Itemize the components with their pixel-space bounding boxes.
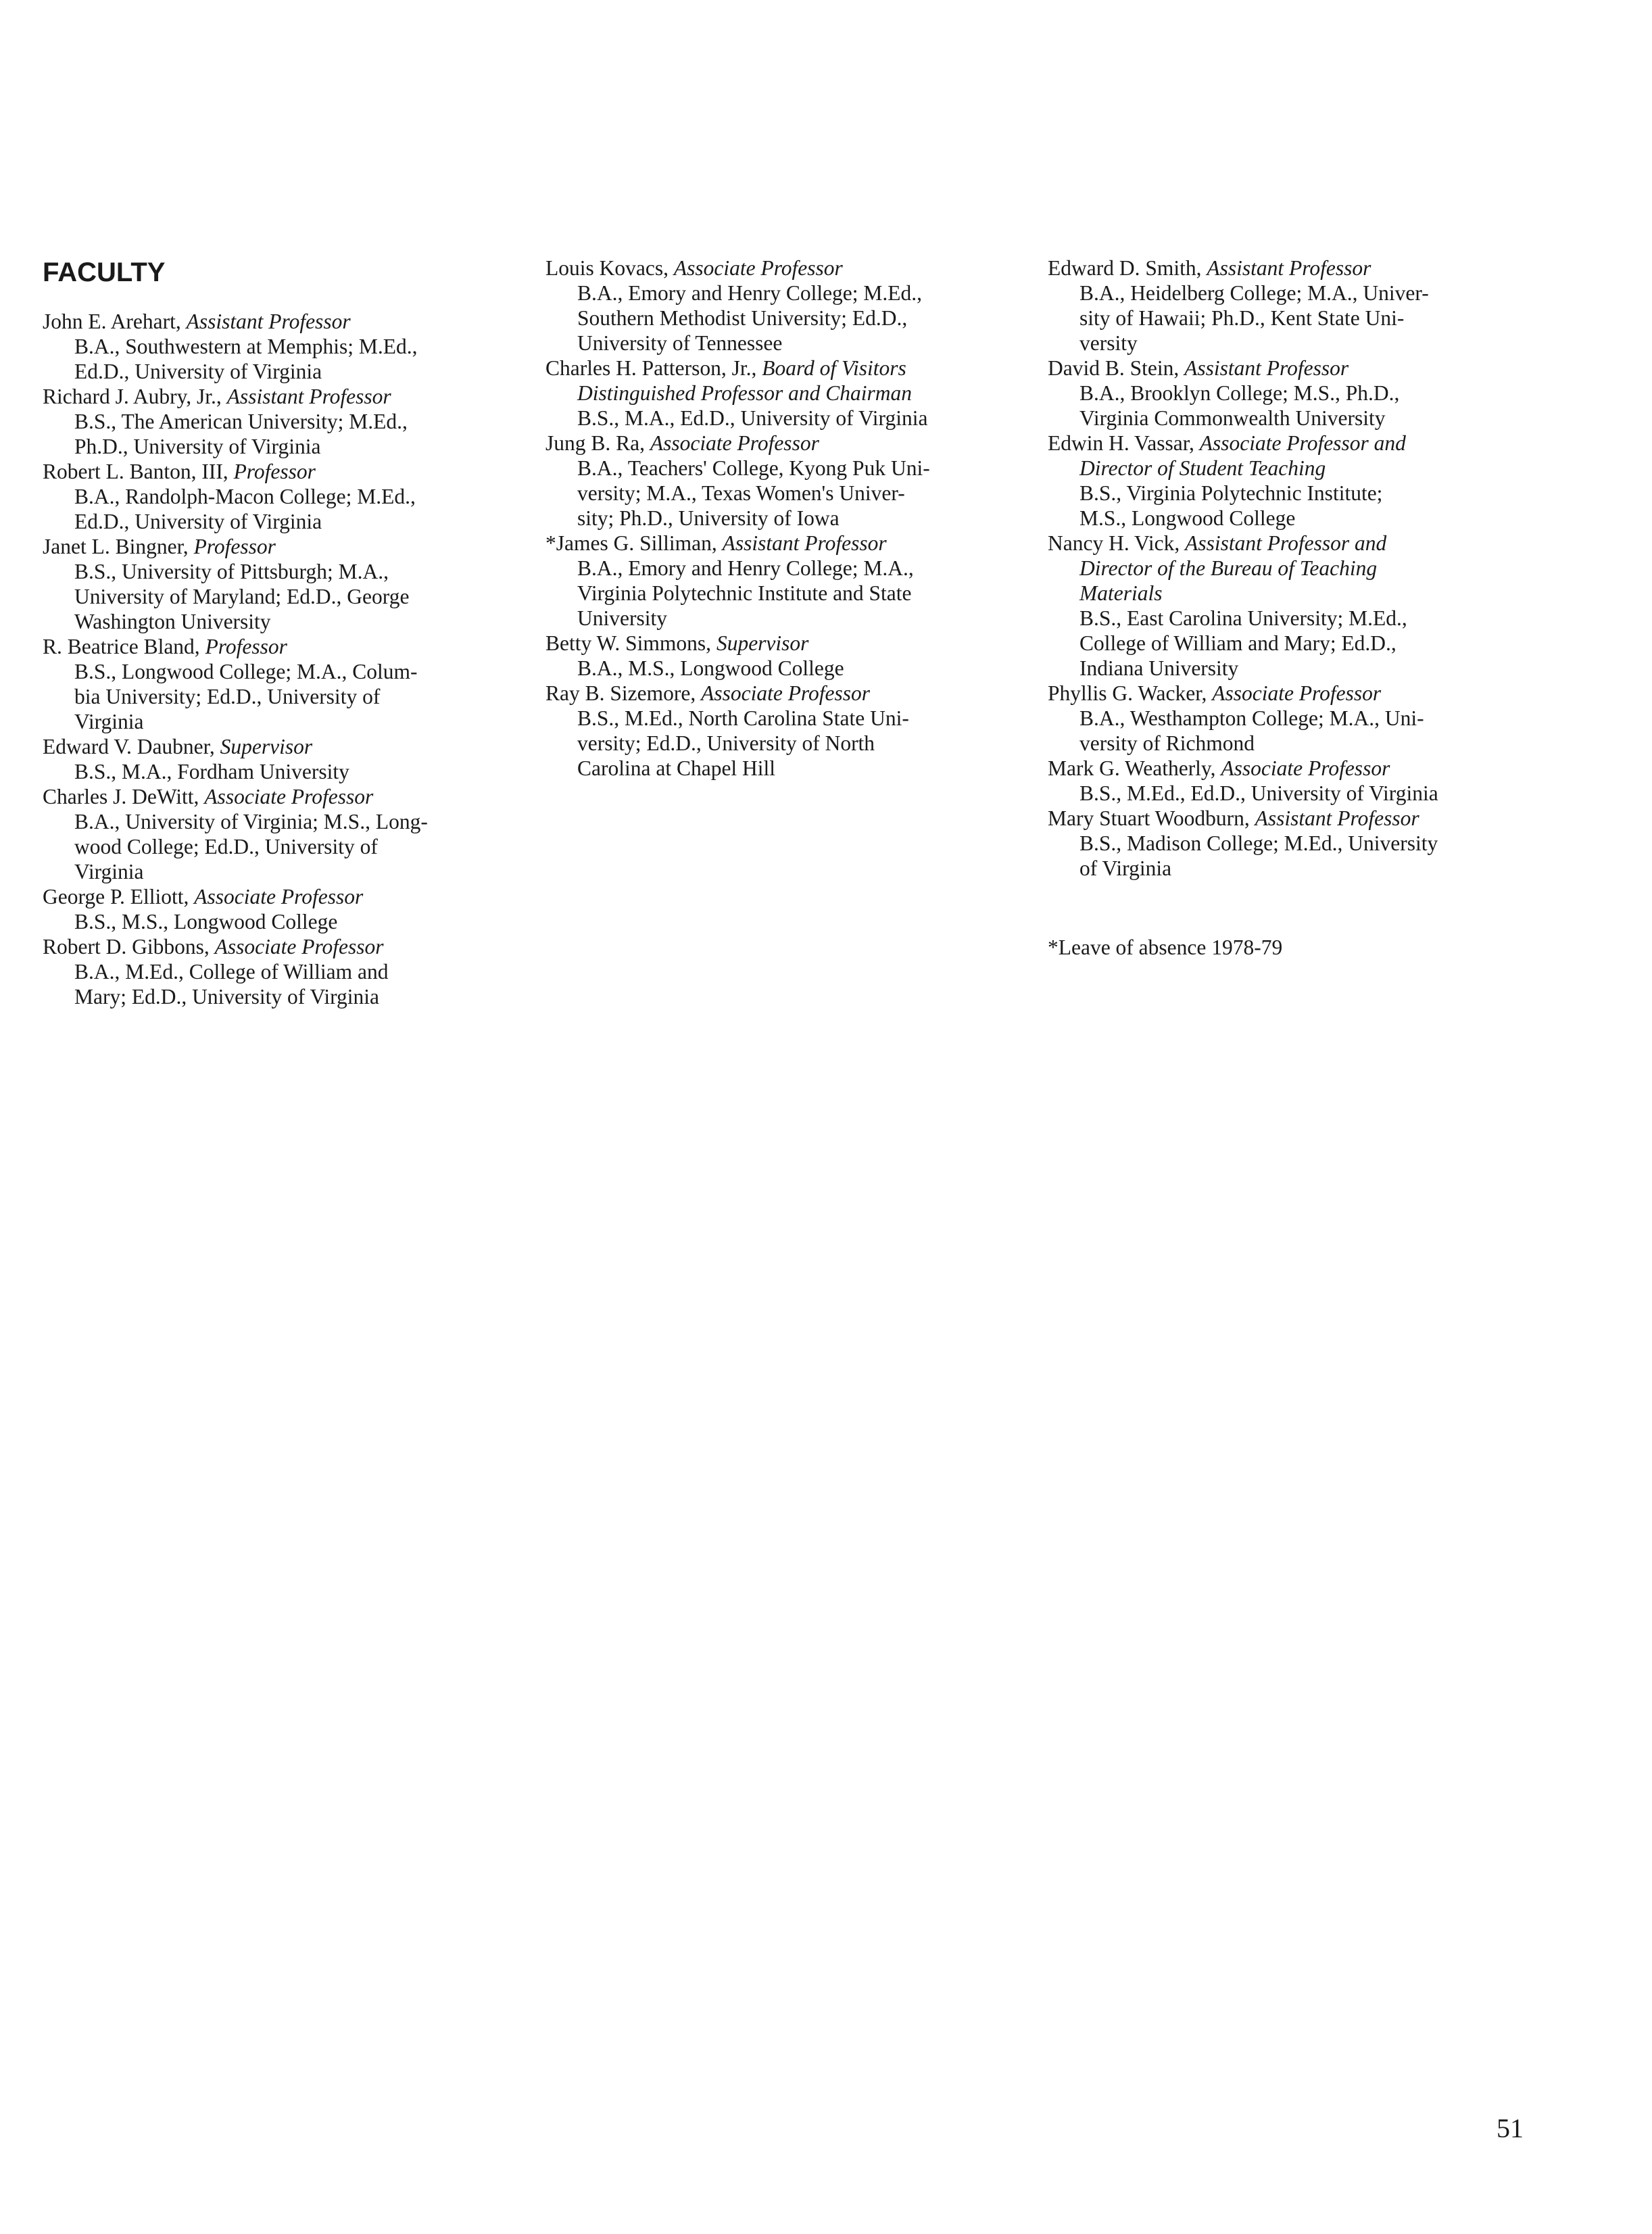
faculty-name: Phyllis G. Wacker, <box>1048 681 1207 705</box>
faculty-degrees: B.A., Southwestern at Memphis; M.Ed., Ed.D., University of Virginia <box>74 335 418 383</box>
faculty-name-line <box>1048 531 1521 556</box>
faculty-name-line <box>545 531 1019 556</box>
faculty-title: Assistant Professor <box>1207 256 1371 280</box>
faculty-title: Associate Professor <box>673 256 843 280</box>
faculty-column-3 <box>1048 256 1521 960</box>
faculty-entry <box>545 356 1019 431</box>
faculty-degrees: B.S., Longwood College; M.A., Colum- bia University; Ed.D., University of Virginia <box>74 660 418 733</box>
faculty-degrees: B.S., The American University; M.Ed., Ph.D., University of Virginia <box>74 410 408 458</box>
faculty-degrees: B.S., East Carolina University; M.Ed., College of William and Mary; Ed.D., Indiana University <box>1079 606 1407 680</box>
faculty-entry <box>545 531 1019 631</box>
faculty-title: Supervisor <box>716 631 809 655</box>
faculty-name-line <box>1048 256 1521 281</box>
faculty-degrees: B.A., M.Ed., College of William and Mary; Ed.D., University of Virginia <box>74 960 389 1009</box>
faculty-name-line <box>545 631 1019 656</box>
faculty-degrees: B.S., M.A., Ed.D., University of Virginia <box>577 406 928 430</box>
faculty-title: Assistant Professor <box>1255 806 1419 830</box>
faculty-entry <box>43 309 482 384</box>
faculty-name: Betty W. Simmons, <box>545 631 712 655</box>
faculty-name: David B. Stein, <box>1048 356 1180 380</box>
faculty-title: Assistant Professor <box>226 385 391 408</box>
faculty-name: Nancy H. Vick, <box>1048 531 1180 555</box>
faculty-name: Charles J. DeWitt, <box>43 785 199 808</box>
faculty-name-line <box>545 681 1019 706</box>
faculty-degrees: B.S., M.A., Fordham University <box>74 760 349 783</box>
faculty-degrees: B.A., Heidelberg College; M.A., Univer- sity of Hawaii; Ph.D., Kent State Uni- versity <box>1079 281 1429 355</box>
faculty-degrees: B.A., Randolph-Macon College; M.Ed., Ed.D., University of Virginia <box>74 485 416 533</box>
faculty-title: Associate Professor <box>1212 681 1382 705</box>
faculty-title: Professor <box>205 635 287 658</box>
faculty-column-2 <box>545 256 1019 781</box>
faculty-entry <box>1048 256 1521 356</box>
faculty-name-line <box>43 934 482 959</box>
faculty-degrees: B.S., Virginia Polytechnic Institute; M.S., Longwood College <box>1079 481 1383 530</box>
faculty-entry <box>43 734 482 784</box>
faculty-name: Edwin H. Vassar, <box>1048 431 1194 455</box>
faculty-name: Jung B. Ra, <box>545 431 646 455</box>
faculty-degrees: B.A., Teachers' College, Kyong Puk Uni- versity; M.A., Texas Women's Univer- sity; Ph.D., University of Iowa <box>577 456 930 530</box>
faculty-column-1 <box>43 256 482 1009</box>
faculty-name-line <box>43 459 482 484</box>
faculty-name-line <box>43 634 482 659</box>
faculty-title: Supervisor <box>220 735 313 758</box>
faculty-name-line <box>1048 681 1521 706</box>
faculty-entry <box>1048 681 1521 756</box>
faculty-degrees: B.S., M.Ed., Ed.D., University of Virginia <box>1079 781 1438 805</box>
faculty-entry <box>1048 531 1521 681</box>
page-number: 51 <box>1497 2113 1524 2143</box>
faculty-entry <box>545 256 1019 356</box>
faculty-name-line <box>545 356 1019 381</box>
faculty-name: Janet L. Bingner, <box>43 535 189 558</box>
faculty-name-line <box>43 384 482 409</box>
faculty-degrees: B.A., Westhampton College; M.A., Uni- versity of Richmond <box>1079 706 1424 755</box>
faculty-title: Assistant Professor <box>186 310 351 333</box>
faculty-title: Associate Professor <box>204 785 374 808</box>
faculty-title: Associate Professor <box>194 885 364 908</box>
faculty-name-line <box>1048 356 1521 381</box>
faculty-title: Assistant Professor <box>722 531 887 555</box>
faculty-title: Associate Professor <box>1221 756 1390 780</box>
faculty-entry <box>1048 431 1521 531</box>
faculty-name: Edward D. Smith, <box>1048 256 1202 280</box>
faculty-name: Mary Stuart Woodburn, <box>1048 806 1250 830</box>
faculty-degrees: B.S., M.Ed., North Carolina State Uni- versity; Ed.D., University of North Carolina at Chapel Hill <box>577 706 909 780</box>
faculty-title: Board of Visitors <box>762 356 906 380</box>
faculty-degrees: B.A., Emory and Henry College; M.Ed., Southern Methodist University; Ed.D., University of Tennessee <box>577 281 923 355</box>
faculty-title: Associate Professor <box>214 935 384 958</box>
faculty-name-line <box>545 431 1019 456</box>
faculty-degrees: B.S., M.S., Longwood College <box>74 910 338 933</box>
faculty-name: John E. Arehart, <box>43 310 181 333</box>
faculty-name: Robert L. Banton, III, <box>43 460 228 483</box>
faculty-name-line <box>1048 431 1521 456</box>
faculty-entry <box>1048 806 1521 881</box>
faculty-name: Ray B. Sizemore, <box>545 681 696 705</box>
faculty-name-line <box>43 534 482 559</box>
section-heading: FACULTY <box>43 258 166 287</box>
faculty-entry <box>1048 756 1521 806</box>
faculty-degrees: B.S., University of Pittsburgh; M.A., University of Maryland; Ed.D., George Washington University <box>74 560 410 633</box>
faculty-entry <box>545 631 1019 681</box>
faculty-title: Associate Professor <box>701 681 871 705</box>
faculty-name-line <box>1048 806 1521 831</box>
faculty-title-continued: Director of Student Teaching <box>1079 456 1326 480</box>
faculty-entry <box>43 934 482 1009</box>
faculty-name-line <box>43 734 482 759</box>
faculty-title: Associate Professor <box>650 431 819 455</box>
faculty-name: Edward V. Daubner, <box>43 735 215 758</box>
faculty-name: Charles H. Patterson, Jr., <box>545 356 757 380</box>
faculty-name: R. Beatrice Bland, <box>43 635 200 658</box>
faculty-entry <box>545 431 1019 531</box>
footnote: *Leave of absence 1978-79 <box>1048 936 1283 959</box>
faculty-degrees: B.A., Emory and Henry College; M.A., Virginia Polytechnic Institute and State University <box>577 556 914 630</box>
faculty-entry <box>43 884 482 934</box>
faculty-name: George P. Elliott, <box>43 885 189 908</box>
faculty-entry <box>1048 356 1521 431</box>
faculty-name-line <box>1048 756 1521 781</box>
faculty-degrees: B.S., Madison College; M.Ed., University of Virginia <box>1079 831 1438 880</box>
faculty-degrees: B.A., Brooklyn College; M.S., Ph.D., Virginia Commonwealth University <box>1079 381 1400 430</box>
faculty-title-continued: Director of the Bureau of Teaching Materials <box>1079 556 1378 605</box>
faculty-entry <box>43 634 482 734</box>
faculty-title-continued: Distinguished Professor and Chairman <box>577 381 912 405</box>
faculty-title: Assistant Professor and <box>1185 531 1387 555</box>
faculty-name-line <box>545 256 1019 281</box>
faculty-name: *James G. Silliman, <box>545 531 717 555</box>
faculty-title: Assistant Professor <box>1184 356 1349 380</box>
faculty-entry <box>43 534 482 634</box>
faculty-entry <box>43 459 482 534</box>
faculty-name: Louis Kovacs, <box>545 256 669 280</box>
faculty-title: Professor <box>233 460 316 483</box>
faculty-name-line <box>43 309 482 334</box>
faculty-entry <box>545 681 1019 781</box>
faculty-title: Professor <box>193 535 276 558</box>
faculty-entry <box>43 384 482 459</box>
faculty-name-line <box>43 884 482 909</box>
faculty-entry <box>43 784 482 884</box>
faculty-name: Richard J. Aubry, Jr., <box>43 385 222 408</box>
faculty-name: Mark G. Weatherly, <box>1048 756 1216 780</box>
faculty-degrees: B.A., University of Virginia; M.S., Long- wood College; Ed.D., University of Virginia <box>74 810 428 883</box>
faculty-title: Associate Professor and <box>1199 431 1406 455</box>
faculty-name: Robert D. Gibbons, <box>43 935 210 958</box>
faculty-degrees: B.A., M.S., Longwood College <box>577 656 844 680</box>
faculty-name-line <box>43 784 482 809</box>
